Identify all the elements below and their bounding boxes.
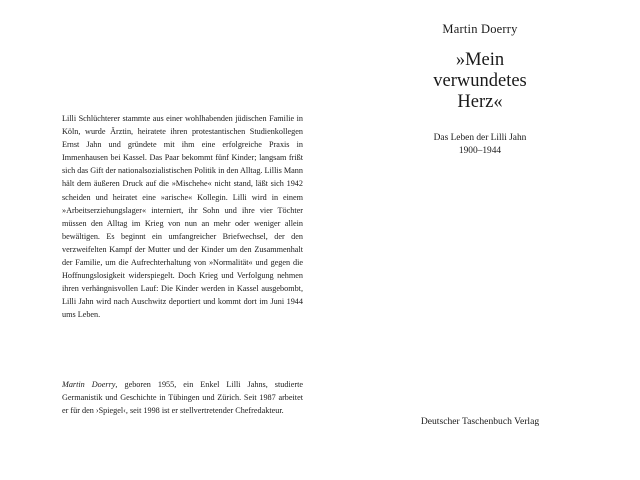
subtitle-text: Das Leben der Lilli Jahn	[433, 133, 527, 143]
author-bio-name: Martin Doerry	[62, 380, 116, 389]
author-bio-text: , geboren 1955, ein Enkel Lilli Jahns, studierte Germanistik und Geschichte in Tübingen und Zürich. Seit 1987 arbeitet er für den ›Spiegel‹, seit 1998 ist er stellvertretender Chefredakteur.	[62, 380, 303, 416]
author-name: Martin Doerry	[442, 22, 518, 36]
book-subtitle	[320, 132, 640, 158]
title-line-2: verwundetes	[433, 71, 527, 91]
author-bio	[62, 378, 303, 417]
publisher-name: Deutscher Taschenbuch Verlag	[420, 416, 540, 427]
title-line-1: »Mein	[455, 50, 505, 70]
title-page	[320, 0, 640, 480]
subtitle-years: 1900–1944	[458, 146, 502, 156]
book-blurb: Lilli Schlüchterer stammte aus einer wohlhabenden jüdischen Familie in Köln, wurde Ärztin, heiratete ihren protestantischen Studienkollegen Ernst Jahn und gründete mit ihm eine erfolgreiche Praxis in Immenhausen bei Kassel. Das Paar bekommt fünf Kinder; langsam frißt sich das Gift der nationalsozialistischen Politik in den Alltag. Lillis Mann hält dem äußeren Druck auf die »Mischehe« nicht stand, läßt sich 1942 scheiden und heiratet eine »arische« Kollegin. Lilli wird in einem »Arbeitserziehungslager« interniert, ihr Sohn und ihre vier Töchter müssen den Alltag im Krieg von nun an mehr oder weniger allein bewältigen. Es beginnt ein umfangreicher Briefwechsel, der den verzweifelten Kampf der Mutter und der Kinder um den Zusammenhalt der Familie, um die Aufrechterhaltung von »Normalität« und gegen die Hoffnungslosigkeit widerspiegelt. Doch Krieg und Verfolgung nehmen ihren verhängnisvollen Lauf: Die Kinder werden in Kassel ausgebombt, Lilli Jahn wird nach Auschwitz deportiert und kommt dort im Juni 1944 ums Leben.	[62, 114, 303, 320]
book-title	[320, 50, 640, 113]
title-line-3: Herz«	[457, 92, 503, 112]
